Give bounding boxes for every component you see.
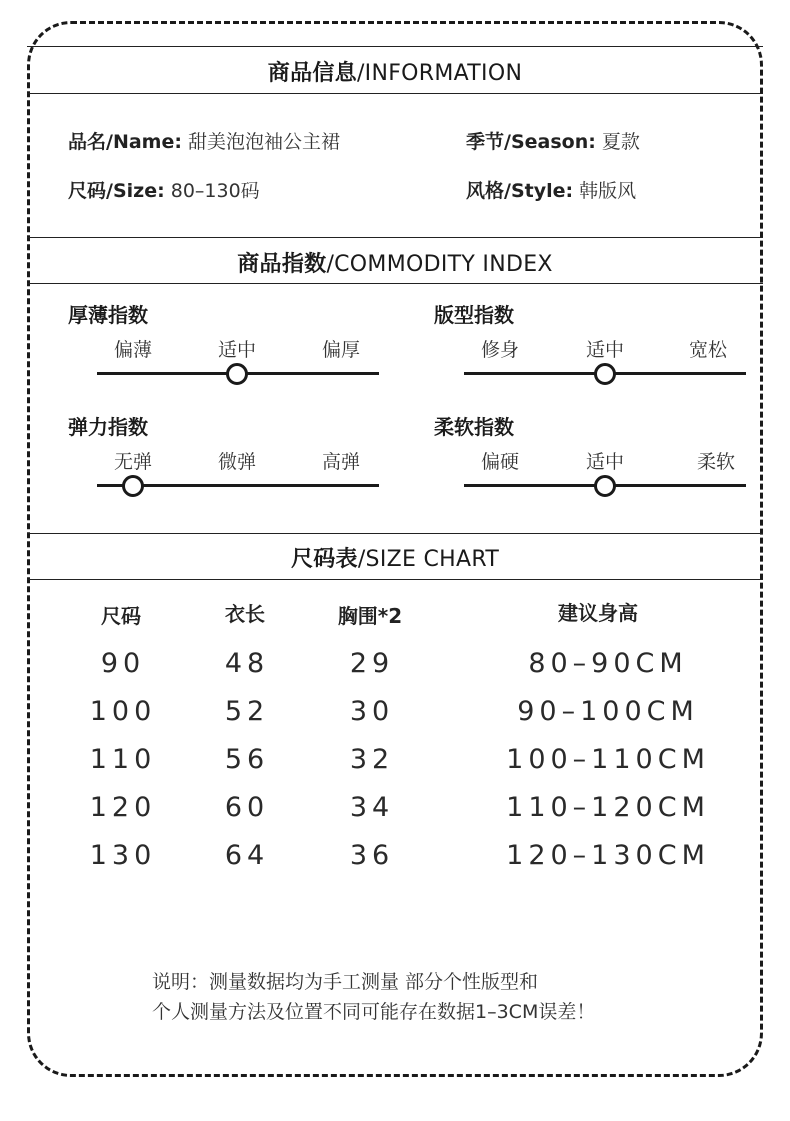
elasticity-option-high: 高弹 (321, 451, 361, 473)
style-row (466, 176, 636, 203)
table-cell: 110 (89, 744, 157, 775)
index-bottom-divider (27, 283, 763, 284)
table-cell: 100 (89, 696, 157, 727)
info-top-divider (27, 46, 763, 47)
product-name-row (68, 127, 340, 154)
table-cell: 34 (349, 792, 395, 823)
elasticity-option-slight: 微弹 (217, 451, 257, 473)
elasticity-index-title: 弹力指数 (68, 415, 148, 439)
size-chart-title-en: /SIZE CHART (357, 547, 500, 572)
season-value: 夏款 (601, 131, 640, 153)
information-section-title (27, 56, 763, 87)
size-chart-top-divider (27, 533, 763, 534)
note-line-1: 说明：测量数据均为手工测量 部分个性版型和 (152, 971, 539, 993)
softness-slider-knob (594, 475, 616, 497)
softness-option-hard: 偏硬 (480, 451, 520, 473)
commodity-index-title-en: /COMMODITY INDEX (326, 252, 553, 277)
information-title-cn: 商品信息 (267, 61, 357, 86)
fit-option-slim: 修身 (480, 339, 520, 361)
table-cell: 120 (89, 792, 157, 823)
softness-option-medium: 适中 (585, 451, 625, 473)
table-cell: 100–110CM (506, 744, 710, 775)
fit-option-loose: 宽松 (688, 339, 728, 361)
thickness-index-title: 厚薄指数 (68, 303, 148, 327)
thickness-option-thick: 偏厚 (321, 339, 361, 361)
table-cell: 120–130CM (506, 840, 710, 871)
table-cell: 52 (224, 696, 270, 727)
header-size: 尺码 (101, 604, 141, 628)
product-name-value: 甜美泡泡袖公主裙 (188, 131, 341, 153)
header-height: 建议身高 (558, 601, 638, 625)
table-cell: 36 (349, 840, 395, 871)
info-bottom-divider (27, 93, 763, 94)
style-value: 韩版风 (579, 180, 637, 202)
thickness-option-thin: 偏薄 (113, 339, 153, 361)
fit-slider-knob (594, 363, 616, 385)
softness-option-soft: 柔软 (696, 451, 736, 473)
size-label: 尺码/Size: (68, 180, 165, 202)
fit-index-title: 版型指数 (434, 303, 514, 327)
size-chart-bottom-divider (27, 579, 763, 580)
table-cell: 32 (349, 744, 395, 775)
table-cell: 56 (224, 744, 270, 775)
softness-index-title: 柔软指数 (434, 415, 514, 439)
thickness-slider-knob (226, 363, 248, 385)
table-cell: 90 (100, 648, 146, 679)
elasticity-slider-knob (122, 475, 144, 497)
table-cell: 30 (349, 696, 395, 727)
table-cell: 60 (224, 792, 270, 823)
product-name-label: 品名/Name: (68, 131, 182, 153)
information-title-en: /INFORMATION (356, 61, 523, 86)
table-cell: 48 (224, 648, 270, 679)
table-cell: 130 (89, 840, 157, 871)
table-cell: 90–100CM (517, 696, 699, 727)
elasticity-option-none: 无弹 (113, 451, 153, 473)
size-value: 80–130码 (170, 180, 260, 202)
thickness-option-medium: 适中 (217, 339, 257, 361)
style-label: 风格/Style: (466, 180, 574, 202)
commodity-index-section-title (27, 247, 763, 278)
header-length: 衣长 (225, 602, 265, 626)
size-row (68, 176, 260, 203)
table-cell: 80–90CM (528, 648, 688, 679)
table-cell: 110–120CM (506, 792, 710, 823)
header-chest: 胸围*2 (337, 604, 403, 628)
season-row (466, 127, 640, 154)
commodity-index-title-cn: 商品指数 (237, 252, 327, 277)
note-line-2: 个人测量方法及位置不同可能存在数据1–3CM误差！ (152, 1001, 596, 1023)
table-cell: 64 (224, 840, 270, 871)
size-chart-section-title (27, 542, 763, 573)
fit-option-medium: 适中 (585, 339, 625, 361)
table-cell: 29 (349, 648, 395, 679)
size-chart-title-cn: 尺码表 (290, 547, 358, 572)
index-top-divider (27, 237, 763, 238)
season-label: 季节/Season: (466, 131, 596, 153)
